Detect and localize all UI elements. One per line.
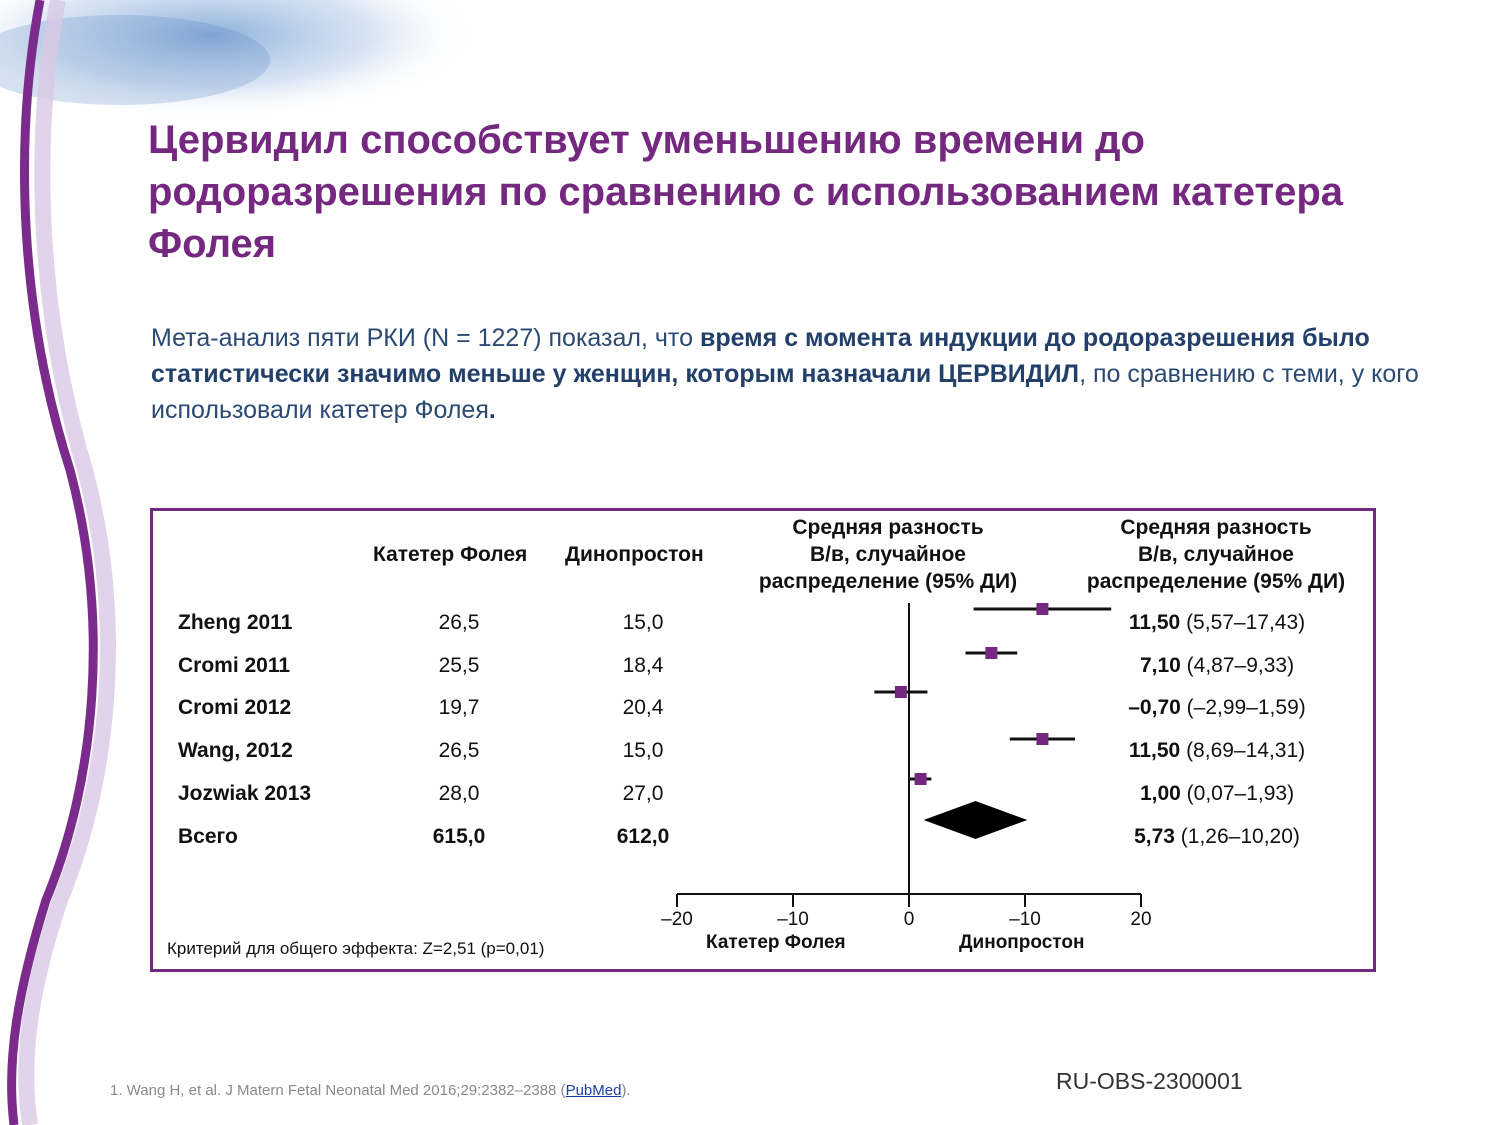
x-tick-label: –10 xyxy=(777,909,809,930)
wave-ribbon xyxy=(12,0,94,1125)
x-tick-label: 20 xyxy=(1130,909,1152,930)
dino-value: 18,4 xyxy=(622,653,664,677)
foley-value: 26,5 xyxy=(438,739,480,763)
forest-plot xyxy=(153,511,1373,969)
study-marker xyxy=(985,647,997,659)
pooled-diamond xyxy=(924,801,1028,839)
study-name: Jozwiak 2013 xyxy=(178,781,312,805)
study-marker xyxy=(915,773,927,785)
x-tick-label: 0 xyxy=(903,909,915,930)
mean-difference: 1,00 xyxy=(1139,781,1181,805)
foley-value: 19,7 xyxy=(438,696,480,720)
dino-value: 15,0 xyxy=(622,611,664,634)
axis-label-foley: Катетер Фолея xyxy=(706,932,846,953)
study-name: Wang, 2012 xyxy=(178,739,293,763)
confidence-interval: (5,57–17,43) xyxy=(1180,611,1306,634)
mean-difference: 11,50 xyxy=(1128,739,1181,763)
pubmed-link[interactable]: PubMed xyxy=(565,1082,622,1099)
wave-ribbon-light xyxy=(26,0,108,1125)
dino-value: 20,4 xyxy=(622,696,664,720)
foley-value: 615,0 xyxy=(432,824,486,848)
confidence-interval: (4,87–9,33) xyxy=(1180,653,1295,677)
total-label: Всего xyxy=(178,824,238,848)
dino-value: 27,0 xyxy=(622,781,664,805)
study-marker xyxy=(895,686,907,698)
confidence-interval: (–2,99–1,59) xyxy=(1180,696,1306,720)
x-tick-label: –10 xyxy=(1009,909,1041,930)
document-code: RU-OBS-2300001 xyxy=(1056,1068,1243,1094)
header-plot: Средняя разность В/в, случайное распределение (95% ДИ) xyxy=(758,516,1018,593)
reference: 1. Wang H, et al. J Matern Fetal Neonatal Med 2016;29:2382–2388 (PubMed). xyxy=(110,1082,631,1099)
mean-difference: 5,73 xyxy=(1134,824,1175,848)
dino-value: 612,0 xyxy=(616,824,670,848)
foley-value: 28,0 xyxy=(438,781,480,805)
foley-value: 26,5 xyxy=(438,611,480,634)
mean-difference: –0,70 xyxy=(1128,696,1181,720)
foley-value: 25,5 xyxy=(438,653,480,677)
dino-value: 15,0 xyxy=(622,739,664,763)
mean-difference: 11,50 xyxy=(1128,611,1181,634)
x-tick-label: –20 xyxy=(661,909,693,930)
header-foley: Катетер Фолея xyxy=(373,543,528,566)
study-name: Cromi 2012 xyxy=(178,696,292,720)
header-dinoprostone: Динопростон xyxy=(565,543,704,566)
confidence-interval: (0,07–1,93) xyxy=(1180,781,1295,805)
study-name: Cromi 2011 xyxy=(178,653,291,677)
forest-plot-panel xyxy=(150,508,1376,972)
overall-effect-note: Критерий для общего эффекта: Z=2,51 (p=0,01) xyxy=(167,939,545,958)
study-marker xyxy=(1036,733,1048,745)
header-ci: Средняя разность В/в, случайное распределение (95% ДИ) xyxy=(1086,516,1346,593)
mean-difference: 7,10 xyxy=(1139,653,1181,677)
confidence-interval: (1,26–10,20) xyxy=(1174,824,1300,848)
study-marker xyxy=(1036,603,1048,615)
study-name: Zheng 2011 xyxy=(178,611,293,634)
summary-text: Мета-анализ пяти РКИ (N = 1227) показал, что время с момента индукции до родоразрешения было статистически значимо меньше у женщин, которым назначали ЦЕРВИДИЛ, по сравнению с теми, у кого использовали катетер Фолея. xyxy=(151,324,1419,424)
page-title: Цервидил способствует уменьшению времени до родоразрешения по сравнению с использованием катетера Фолея xyxy=(148,118,1344,266)
confidence-interval: (8,69–14,31) xyxy=(1180,739,1306,763)
axis-label-dinoprostone: Динопростон xyxy=(959,932,1085,953)
